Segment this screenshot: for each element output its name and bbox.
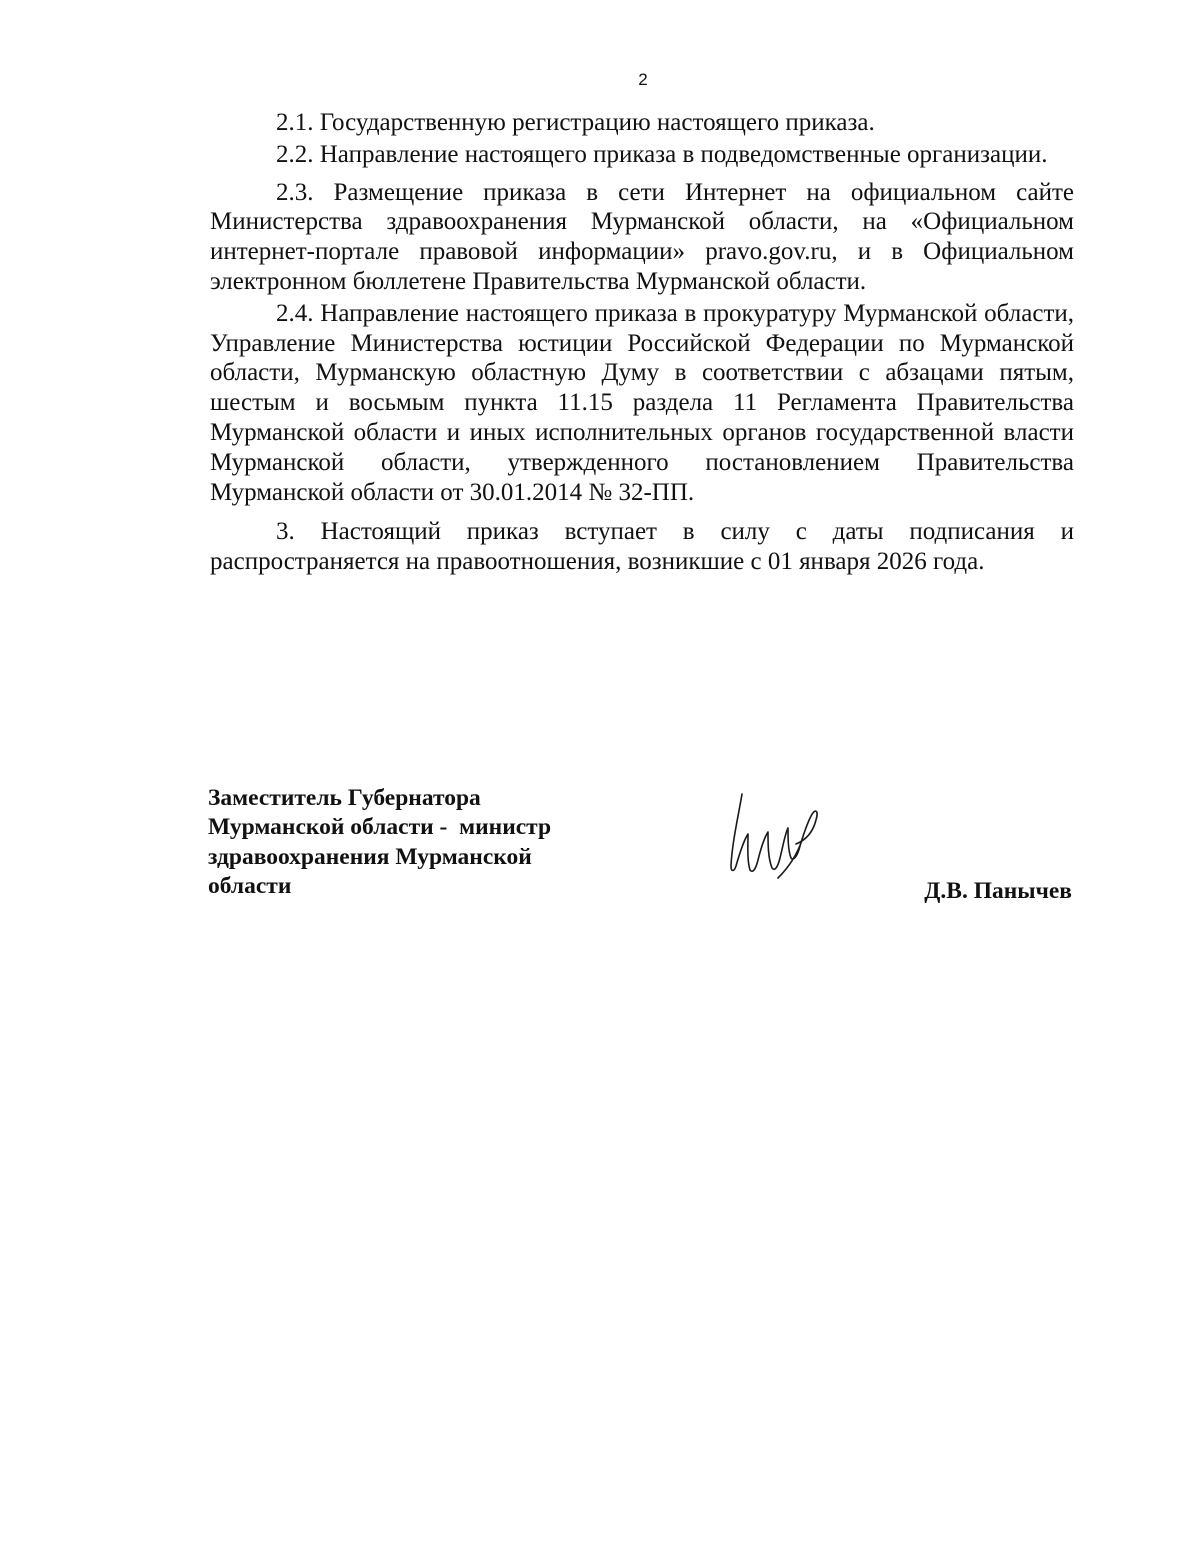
page-number: 2 bbox=[638, 70, 648, 89]
signatory-position-line: Мурманской области - министр bbox=[208, 814, 552, 841]
paragraph-2-4: 2.4. Направление настоящего приказа в прокуратуру Мурманской области, Управление Министерства юстиции Российской Федерации по Мурманской области, Мурманскую областную Думу в соответствии с абзацами пятым, шестым и восьмым пункта 11.15 раздела 11 Регламента Правительства Мурманской области и иных исполнительных органов государственной власти Мурманской области, утвержденного постановлением Правительства Мурманской области от 30.01.2014 № 32-ПП. bbox=[210, 299, 1074, 506]
signatory-position-line: здравоохранения Мурманской bbox=[208, 843, 532, 870]
paragraph-2-2: 2.2. Направление настоящего приказа в подведомственные организации. bbox=[276, 140, 1048, 168]
paragraph-2-1: 2.1. Государственную регистрацию настоящего приказа. bbox=[276, 109, 875, 136]
document-body bbox=[210, 108, 1074, 577]
paragraph-3: 3. Настоящий приказ вступает в силу с даты подписания и распространяется на правоотношения, возникшие с 01 января 2026 года. bbox=[210, 518, 1074, 576]
handwritten-signature-icon bbox=[718, 788, 848, 888]
signatory-position-line: Заместитель Губернатора bbox=[208, 785, 481, 811]
paragraph-2-3: 2.3. Размещение приказа в сети Интернет на официальном сайте Министерства здравоохранения Мурманской области, на «Официальном интернет-портале правовой информации» pravo.gov.ru, и в Официальном электронном бюллетене Правительства Мурманской области. bbox=[210, 178, 1074, 295]
signatory-name: Д.В. Панычев bbox=[924, 878, 1072, 904]
signatory-position-line: области bbox=[208, 873, 292, 900]
signatory-position bbox=[208, 784, 628, 902]
